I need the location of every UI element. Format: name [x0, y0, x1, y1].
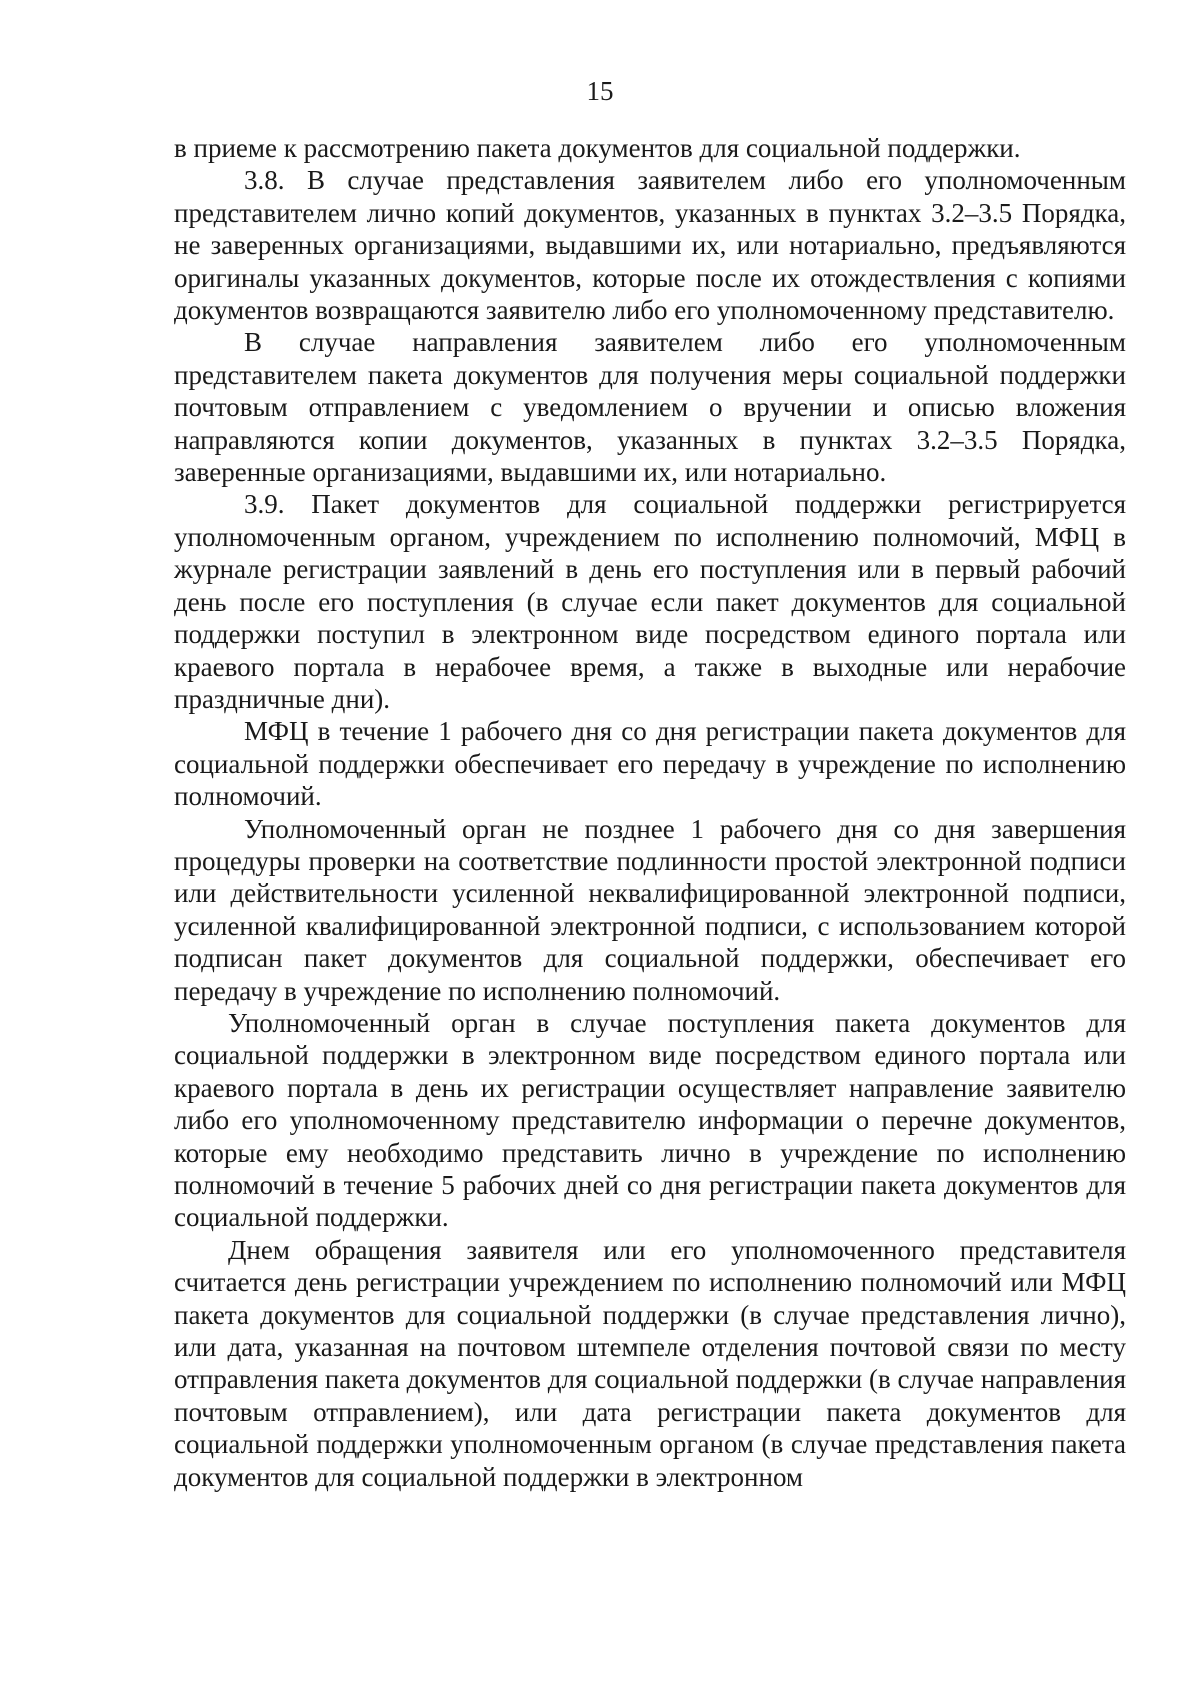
paragraph-application-date: Днем обращения заявителя или его уполномоченного представителя считается день регистрации учреждением по исполнению полномочий или МФЦ пакета документов для социальной поддержки (в случае представления лично), или дата, указанная на почтовом штемпеле отделения почтовой связи по месту отправления пакета документов для социальной поддержки (в случае направления почтовым отправлением), или дата регистрации пакета документов для социальной поддержки уполномоченным органом (в случае представления пакета документов для социальной поддержки в электронном — [174, 1234, 1126, 1492]
paragraph-electronic-notice: Уполномоченный орган в случае поступления пакета документов для социальной поддержки в электронном виде посредством единого портала или краевого портала в день их регистрации осуществляет направление заявителю либо его уполномоченному представителю информации о перечне документов, которые ему необходимо представить лично в учреждение по исполнению полномочий в течение 5 рабочих дней со дня регистрации пакета документов для социальной поддержки. — [174, 1007, 1126, 1233]
paragraph-mfc-transfer: МФЦ в течение 1 рабочего дня со дня регистрации пакета документов для социальной поддержки обеспечивает его передачу в учреждение по исполнению полномочий. — [174, 716, 1126, 812]
paragraph-continuation: в приеме к рассмотрению пакета документов для социальной поддержки. — [174, 133, 1021, 163]
paragraph-3-8: 3.8. В случае представления заявителем либо его уполномоченным представителем лично копий документов, указанных в пунктах 3.2–3.5 Порядка, не заверенных организациями, выдавшими их, или нотариально, предъявляются оригиналы указанных документов, которые после их отождествления с копиями документов возвращаются заявителю либо его уполномоченному представителю. — [174, 165, 1126, 326]
page-number: 15 — [586, 76, 614, 106]
paragraph-3-9: 3.9. Пакет документов для социальной поддержки регистрируется уполномоченным органом, учреждением по исполнению полномочий, МФЦ в журнале регистрации заявлений в день его поступления или в первый рабочий день после его поступления (в случае если пакет документов для социальной поддержки поступил в электронном виде посредством единого портала или краевого портала в нерабочее время, а также в выходные или нерабочие праздничные дни). — [174, 489, 1126, 714]
paragraph-mail-submission: В случае направления заявителем либо его уполномоченным представителем пакета документов для получения меры социальной поддержки почтовым отправлением с уведомлением о вручении и описью вложения направляются копии документов, указанных в пунктах 3.2–3.5 Порядка, заверенные организациями, выдавшими их, или нотариально. — [174, 327, 1126, 488]
paragraph-signature-check: Уполномоченный орган не позднее 1 рабочего дня со дня завершения процедуры проверки на соответствие подлинности простой электронной подписи или действительности усиленной неквалифицированной электронной подписи, усиленной квалифицированной электронной подписи, с использованием которой подписан пакет документов для социальной поддержки, обеспечивает его передачу в учреждение по исполнению полномочий. — [174, 813, 1126, 1006]
document-body — [174, 132, 1126, 1493]
